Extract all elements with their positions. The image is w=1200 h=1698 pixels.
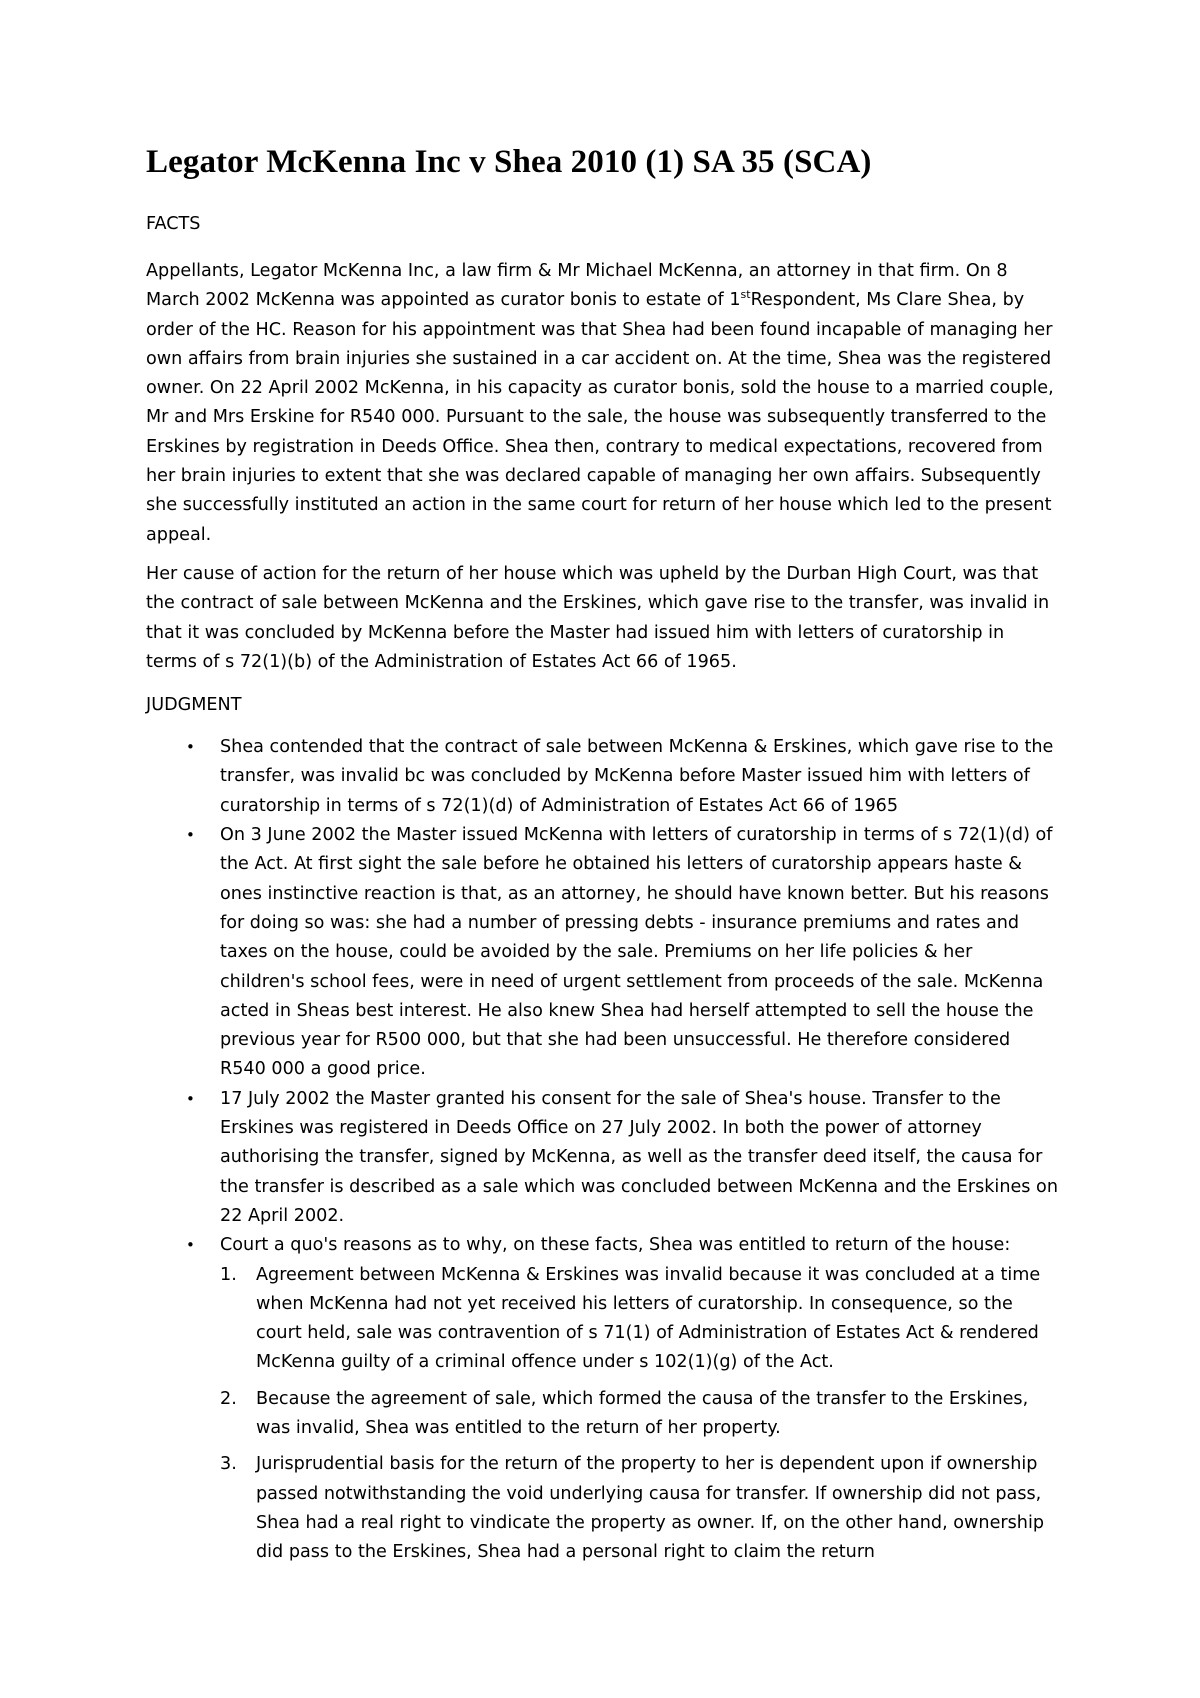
numbered-item [220, 1385, 1060, 1444]
facts-paragraph-2: Her cause of action for the return of her house which was upheld by the Durban High Court, was that the contract of sale between McKenna and the Erskines, which gave rise to the transfer, was invalid in that it was concluded by McKenna before the Master had issued him with letters of curatorship in terms of s 72(1)(b) of the Administration of Estates Act 66 of 1965. [146, 563, 1050, 672]
court-reasons-numbered-list [220, 1261, 1060, 1568]
list-item [146, 1085, 1060, 1231]
facts-paragraph-1 [146, 257, 1060, 550]
judgment-bullet-list [146, 733, 1060, 1567]
bullet-icon: • [186, 826, 195, 845]
facts-paragraph-1-part-b: Respondent, Ms Clare Shea, by order of the HC. Reason for his appointment was that Shea had been found incapable of managing her own affairs from brain injuries she sustained in a car accident on. At the time, Shea was the registered owner. On 22 April 2002 McKenna, in his capacity as curator bonis, sold the house to a married couple, Mr and Mrs Erskine for R540 000. Pursuant to the sale, the house was subsequently transferred to the Erskines by registration in Deeds Office. Shea then, contrary to medical expectations, recovered from her brain injuries to extent that she was declared capable of managing her own affairs. Subsequently she successfully instituted an action in the same court for return of her house which led to the present appeal. [146, 290, 1054, 545]
bullet-text: Court a quo's reasons as to why, on these facts, Shea was entitled to return of the house: [220, 1235, 1011, 1256]
bullet-text: Shea contended that the contract of sale between McKenna & Erskines, which gave rise to the transfer, was invalid bc was concluded by McKenna before Master issued him with letters of curatorship in terms of s 72(1)(d) of Administration of Estates Act 66 of 1965 [220, 737, 1054, 816]
numbered-item [220, 1450, 1060, 1567]
list-item [146, 821, 1060, 1085]
item-text: Because the agreement of sale, which formed the causa of the transfer to the Erskines, was invalid, Shea was entitled to the return of her property. [256, 1388, 1029, 1438]
item-text: Agreement between McKenna & Erskines was invalid because it was concluded at a time when McKenna had not yet received his letters of curatorship. In consequence, so the court held, sale was contravention of s 71(1) of Administration of Estates Act & rendered McKenna guilty of a criminal offence under s 102(1)(g) of the Act. [256, 1264, 1041, 1373]
bullet-icon: • [186, 1089, 195, 1108]
bullet-text: 17 July 2002 the Master granted his consent for the sale of Shea's house. Transfer to the Erskines was registered in Deeds Office on 27 July 2002. In both the power of attorney authorising the transfer, signed by McKenna, as well as the transfer deed itself, the causa for the transfer is described as a sale which was concluded between McKenna and the Erskines on 22 April 2002. [220, 1088, 1058, 1226]
bullet-icon: • [186, 1236, 195, 1255]
document-title: Legator McKenna Inc v Shea 2010 (1) SA 35 (SCA) [146, 144, 872, 180]
facts-heading: FACTS [146, 214, 201, 234]
numbered-item [220, 1261, 1060, 1378]
list-item [146, 1231, 1060, 1567]
item-number: 2. [220, 1388, 237, 1409]
facts-paragraph-1-part-a: Appellants, Legator McKenna Inc, a law firm & Mr Michael McKenna, an attorney in that firm. On 8 March 2002 McKenna was appointed as curator bonis to estate of 1 [146, 261, 1008, 311]
bullet-text: On 3 June 2002 the Master issued McKenna with letters of curatorship in terms of s 72(1)(d) of the Act. At first sight the sale before he obtained his letters of curatorship appears haste & ones instinctive reaction is that, as an attorney, he should have known better. But his reasons for doing so was: she had a number of pressing debts - insurance premiums and rates and taxes on the house, could be avoided by the sale. Premiums on her life policies & her children's school fees, were in need of urgent settlement from proceeds of the sale. McKenna acted in Sheas best interest. He also knew Shea had herself attempted to sell the house the previous year for R500 000, but that she had been unsuccessful. He therefore considered R540 000 a good price. [220, 825, 1053, 1080]
list-item [146, 733, 1060, 821]
bullet-icon: • [186, 738, 195, 757]
judgment-heading: JUDGMENT [146, 695, 242, 716]
item-number: 1. [220, 1264, 237, 1285]
item-number: 3. [220, 1454, 237, 1475]
ordinal-suffix: st [740, 288, 751, 302]
item-text: Jurisprudential basis for the return of the property to her is dependent upon if ownership passed notwithstanding the void underlying causa for transfer. If ownership did not pass, Shea had a real right to vindicate the property as owner. If, on the other hand, ownership did pass to the Erskines, Shea had a personal right to claim the return [256, 1454, 1044, 1563]
